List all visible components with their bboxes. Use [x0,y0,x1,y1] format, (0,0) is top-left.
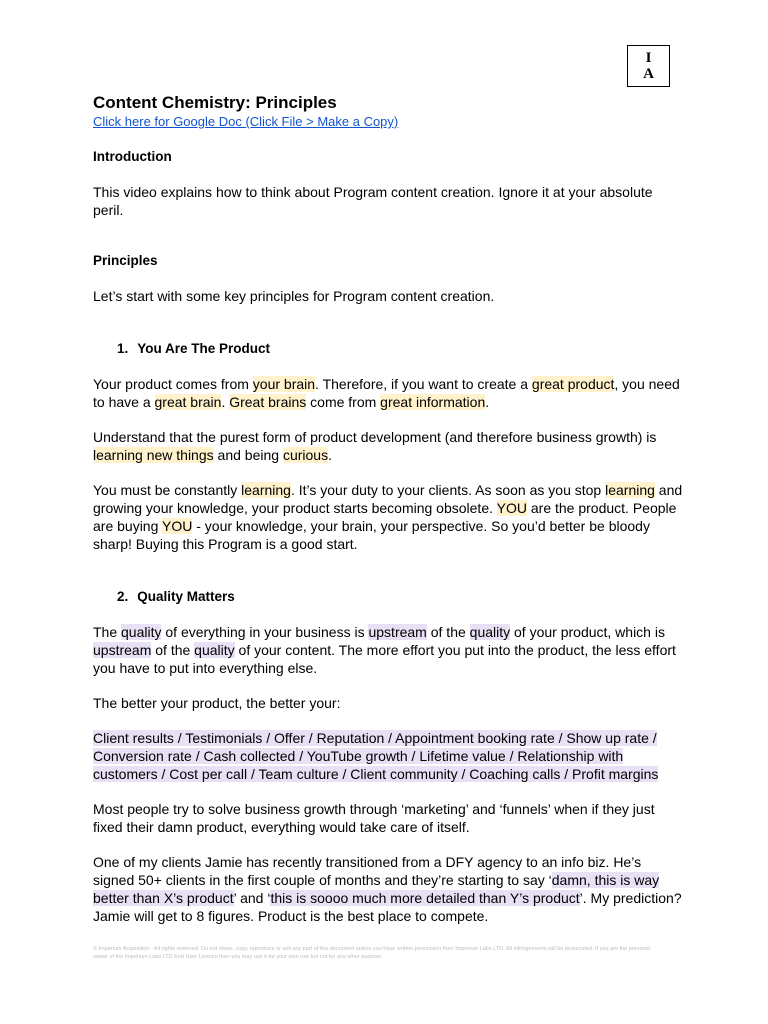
section-2-paragraph-2: The better your product, the better your: [93,695,341,711]
section-2-paragraph-1: The quality of everything in your business is upstream of the quality of your product, which is upstream of the quality of your content. The more effort you put into the product, the less effort you have to put into everything else. [93,624,676,676]
highlight: YOU [162,518,193,534]
copyright-footer: © Imperium Acquisition - All rights reserved. Do not share, copy, reproduce or sell any part of this document unless you have written permission from Imperium Labs LTD. All infringements will be prosecuted. If you are the personal owner of the Imperium Labs LTD End User Licence then you may use it for your own use but not for any other purpose. [93,946,650,960]
logo-line-1: I [645,50,652,66]
highlight: great information [380,394,486,410]
section-2-heading [93,588,683,606]
highlight: YOU [496,500,527,516]
intro-text: This video explains how to think about Program content creation. Ignore it at your absolute peril. [93,184,653,218]
logo-line-2: A [643,66,654,82]
highlight: Client results / Testimonials / Offer / Reputation / Appointment booking rate / Show up rate / Conversion rate / Cash collected / YouTube growth / Lifetime value / Relationship with customers / Cost per call / Team culture / Client community / Coaching calls / Profit margins [93,730,659,782]
section-1-paragraph-1: Your product comes from your brain. Therefore, if you want to create a great product, you need to have a great brain. Great brains come from great information. [93,376,680,410]
google-doc-link[interactable]: Click here for Google Doc (Click File > Make a Copy) [93,114,399,129]
document-body [93,92,683,925]
highlight: great brain [154,394,222,410]
highlight: damn, this is way better than X’s product [93,872,660,906]
logo [627,45,670,87]
highlight: quality [469,624,511,640]
section-1-paragraph-3: You must be constantly learning. It’s your duty to your clients. As soon as you stop learning and growing your knowledge, your product starts becoming obsolete. YOU are the product. People are buying YOU - your knowledge, your brain, your perspective. So you’d better be bloody sharp! Buying this Program is a good start. [93,482,683,552]
section-2-paragraph-5: One of my clients Jamie has recently transitioned from a DFY agency to an info biz. He’s signed 50+ clients in the first couple of months and they’re starting to say ‘damn, this is way better than X’s product’ and ‘this is soooo much more detailed than Y’s product’. My prediction? Jamie will get to 8 figures. Product is the best place to compete. [93,854,682,924]
document-title: Content Chemistry: Principles [93,93,337,112]
highlight: curious [282,447,329,463]
highlight: this is soooo much more detailed than Y’s product [270,890,580,906]
highlight: quality [194,642,235,658]
highlight: learning [605,482,655,498]
highlight: upstream [368,624,427,640]
section-2-title: Quality Matters [137,589,235,604]
section-2-paragraph-4: Most people try to solve business growth through ‘marketing’ and ‘funnels’ when if they just fixed their damn product, everything would take care of itself. [93,801,655,835]
highlight: learning new things [93,447,214,463]
highlight: quality [121,624,162,640]
highlight: great product [531,376,615,392]
highlight: your brain [252,376,316,392]
section-1-number: 1. [117,341,129,356]
principles-text: Let’s start with some key principles for Program content creation. [93,288,495,304]
highlight: Great brains [229,394,307,410]
principles-heading: Principles [93,253,158,268]
highlight: upstream [93,642,152,658]
section-2-number: 2. [117,589,129,604]
highlight: learning [241,482,291,498]
section-1-heading [93,340,683,358]
section-1-paragraph-2: Understand that the purest form of product development (and therefore business growth) is learning new things and being curious. [93,429,657,463]
section-1-title: You Are The Product [137,341,271,356]
intro-heading: Introduction [93,149,172,164]
section-2-benefits-list [93,729,683,783]
